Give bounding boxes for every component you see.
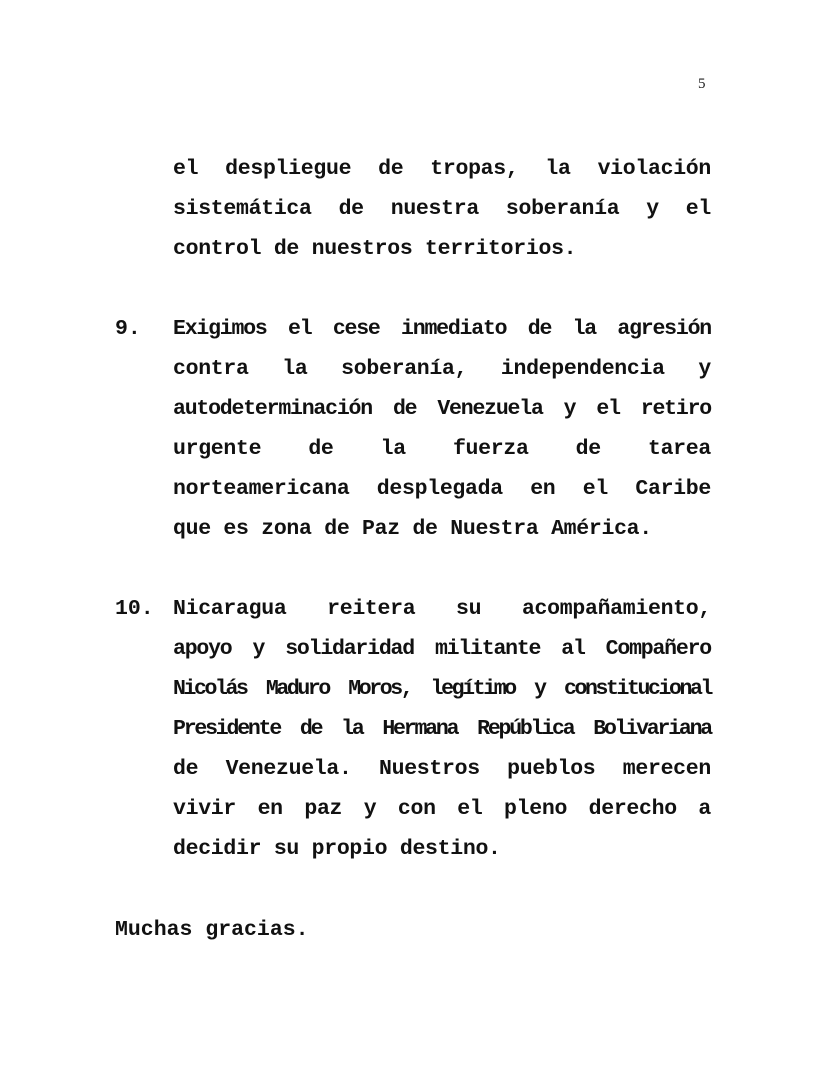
item-number: 9.	[115, 317, 141, 341]
item-number: 10.	[115, 597, 154, 621]
paragraph-line: decidir su propio destino.	[173, 837, 501, 861]
paragraph-line: vivir en paz y con el pleno derecho a	[173, 797, 711, 821]
paragraph-line: que es zona de Paz de Nuestra América.	[173, 517, 652, 541]
paragraph-line: Nicaragua reitera su acompañamiento,	[173, 597, 711, 621]
paragraph-line: el despliegue de tropas, la violación	[173, 157, 711, 181]
paragraph-line: sistemática de nuestra soberanía y el	[173, 197, 711, 221]
page-number: 5	[698, 76, 706, 92]
paragraph-line: Nicolás Maduro Moros, legítimo y constitucional	[173, 677, 711, 701]
paragraph-line: de Venezuela. Nuestros pueblos merecen	[173, 757, 711, 781]
paragraph-line: control de nuestros territorios.	[173, 237, 577, 261]
paragraph-line: urgente de la fuerza de tarea	[173, 437, 711, 461]
paragraph-line: Presidente de la Hermana República Bolivariana	[173, 717, 711, 741]
paragraph-line: norteamericana desplegada en el Caribe	[173, 477, 711, 501]
paragraph-line: contra la soberanía, independencia y	[173, 357, 711, 381]
paragraph-line: autodeterminación de Venezuela y el retiro	[173, 397, 711, 421]
closing-remark: Muchas gracias.	[115, 918, 309, 942]
paragraph-line: Exigimos el cese inmediato de la agresión	[173, 317, 711, 341]
paragraph-line: apoyo y solidaridad militante al Compañero	[173, 637, 711, 661]
